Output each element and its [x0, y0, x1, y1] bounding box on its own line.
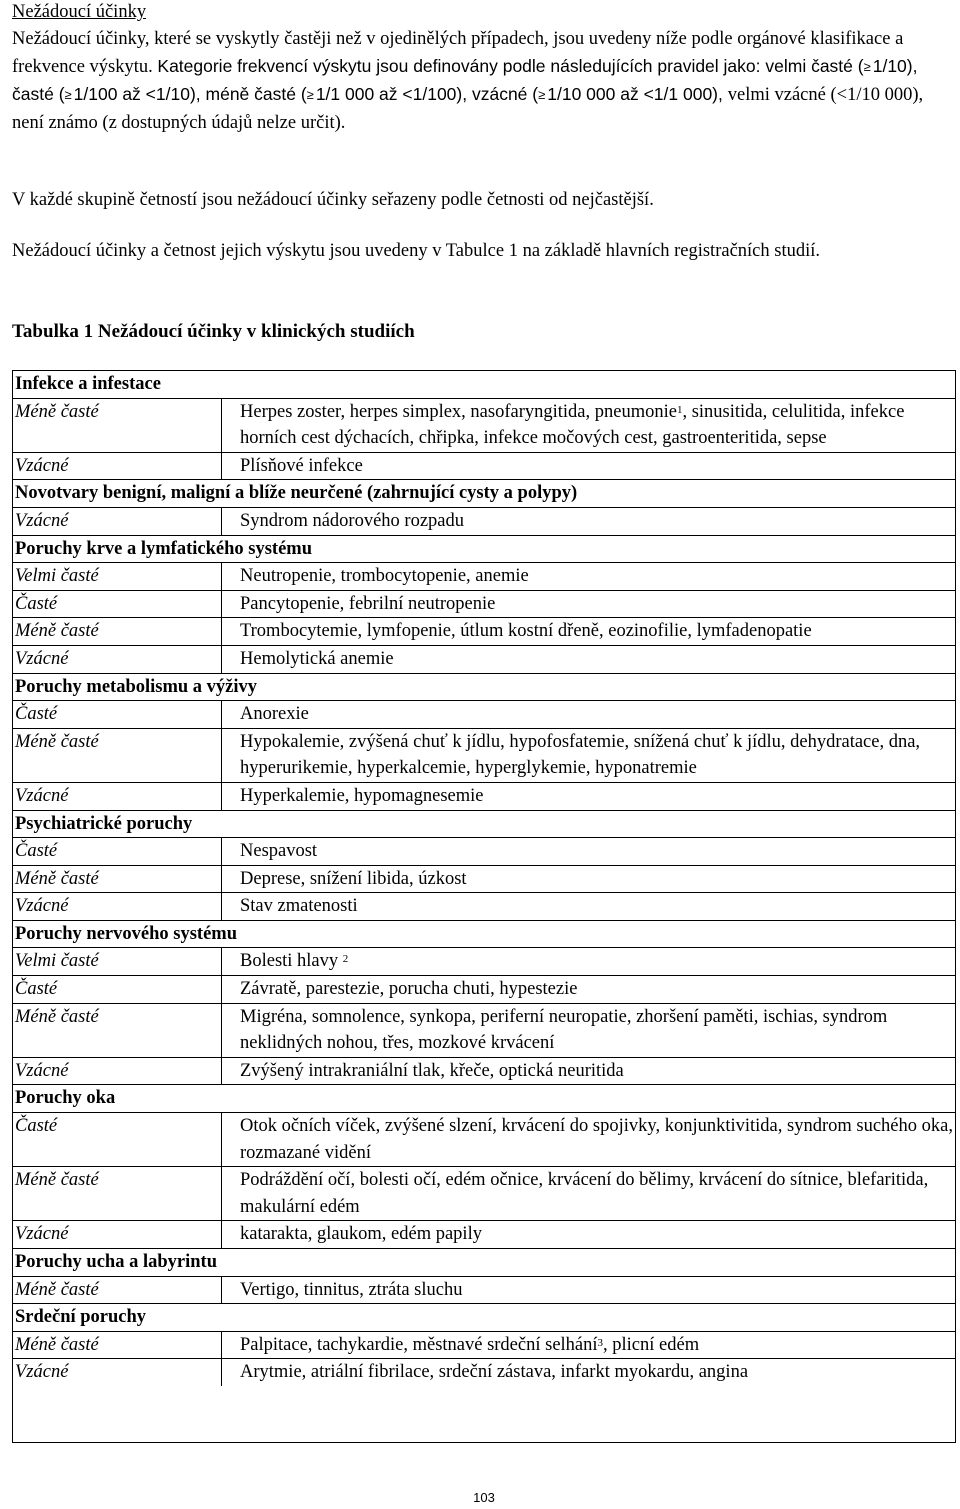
- frequency-cell: Vzácné: [13, 783, 222, 810]
- table-row: [13, 701, 955, 729]
- frequency-cell: Časté: [13, 976, 222, 1003]
- effects-cell: [222, 838, 955, 865]
- effects-text: Neutropenie, trombocytopenie, anemie: [240, 566, 529, 587]
- table-section: [13, 1085, 955, 1249]
- effects-text: katarakta, glaukom, edém papily: [240, 1224, 482, 1245]
- table-row: [13, 1004, 955, 1058]
- section-heading: Nežádoucí účinky: [12, 2, 147, 22]
- source-paragraph: Nežádoucí účinky a četnost jejich výskytu jsou uvedeny v Tabulce 1 na základě hlavních registračních studií.: [12, 241, 821, 261]
- effects-text: Palpitace, tachykardie, městnavé srdeční selhání: [240, 1334, 598, 1355]
- ge-symbol: ≥: [306, 87, 314, 103]
- effects-cell: [222, 976, 955, 1003]
- frequency-cell: Velmi časté: [13, 948, 222, 975]
- effects-cell: [222, 948, 955, 975]
- frequency-cell: Časté: [13, 591, 222, 618]
- frequency-cell: Vzácné: [13, 893, 222, 920]
- table-section: [13, 371, 955, 480]
- ordering-paragraph: V každé skupině četností jsou nežádoucí účinky seřazeny podle četnosti od nejčastější.: [12, 190, 654, 210]
- effects-cell: [222, 618, 955, 645]
- effects-cell: [222, 701, 955, 728]
- effects-text: Vertigo, tinnitus, ztráta sluchu: [240, 1279, 463, 1300]
- table-row: [13, 1359, 955, 1386]
- table-row: [13, 866, 955, 894]
- frequency-cell: Méně časté: [13, 618, 222, 645]
- effects-cell: [222, 866, 955, 893]
- section-title: Poruchy oka: [13, 1085, 955, 1113]
- effects-text: Anorexie: [240, 704, 309, 725]
- frequency-cell: Časté: [13, 838, 222, 865]
- effects-cell: [222, 1221, 955, 1248]
- table-row: [13, 976, 955, 1004]
- table-section: [13, 1304, 955, 1386]
- section-title: Srdeční poruchy: [13, 1304, 955, 1332]
- table-section: [13, 480, 955, 535]
- section-title: Poruchy ucha a labyrintu: [13, 1249, 955, 1277]
- effects-cell: [222, 1113, 955, 1166]
- effects-cell: [222, 783, 955, 810]
- table-row: [13, 618, 955, 646]
- effects-cell: [222, 1359, 955, 1386]
- frequency-cell: Vzácné: [13, 453, 222, 480]
- effects-text: Deprese, snížení libida, úzkost: [240, 868, 467, 889]
- frequency-cell: Méně časté: [13, 866, 222, 893]
- effects-text: Migréna, somnolence, synkopa, periferní neuropatie, zhoršení paměti, ischias, syndrom neklidných nohou, třes, mozkové krvácení: [240, 1006, 888, 1054]
- frequency-cell: Méně časté: [13, 399, 222, 452]
- table-row: [13, 1113, 955, 1167]
- effects-text: Syndrom nádorového rozpadu: [240, 510, 465, 531]
- effects-text: Hypokalemie, zvýšená chuť k jídlu, hypofosfatemie, snížená chuť k jídlu, dehydratace, dna, hyperurikemie, hyperkalcemie, hyperglykemie, hyponatremie: [240, 731, 921, 779]
- effects-text-continued: , sinusitida, celulitida, infekce horních cest dýchacích, chřipka, infekce močových cest, gastroenteritida, sepse: [240, 401, 905, 449]
- table-row: [13, 838, 955, 866]
- effects-cell: [222, 646, 955, 673]
- section-title: Poruchy metabolismu a výživy: [13, 674, 955, 702]
- effects-text: Nespavost: [240, 841, 318, 862]
- table-row: [13, 399, 955, 453]
- ge-symbol: ≥: [64, 87, 72, 103]
- effects-text: Plísňové infekce: [240, 455, 363, 476]
- adverse-effects-table: [12, 370, 956, 1443]
- effects-cell: [222, 1058, 955, 1085]
- effects-text: Arytmie, atriální fibrilace, srdeční zástava, infarkt myokardu, angina: [240, 1362, 749, 1383]
- table-row: [13, 1277, 955, 1304]
- section-title: Infekce a infestace: [13, 371, 955, 399]
- frequency-cell: Méně časté: [13, 1004, 222, 1057]
- effects-cell: [222, 1277, 955, 1304]
- intro-text-1: Nežádoucí účinky, které se vyskytly častěji než v ojedinělých případech, jsou uvedeny níže podle orgánové klasifikace a frekvence výskytu.: [12, 29, 904, 77]
- table-row: [13, 508, 955, 535]
- table-section: [13, 674, 955, 811]
- frequency-cell: Méně časté: [13, 1277, 222, 1304]
- table-row: [13, 729, 955, 783]
- section-title: Novotvary benigní, maligní a blíže neurčené (zahrnující cysty a polypy): [13, 480, 955, 508]
- frequency-cell: Vzácné: [13, 508, 222, 535]
- effects-cell: [222, 1004, 955, 1057]
- frequency-cell: Vzácné: [13, 1221, 222, 1248]
- section-title: Psychiatrické poruchy: [13, 811, 955, 839]
- table-row: [13, 1058, 955, 1085]
- effects-text: Pancytopenie, febrilní neutropenie: [240, 593, 496, 614]
- table-row: [13, 783, 955, 810]
- table-row: [13, 646, 955, 673]
- table-row: [13, 1167, 955, 1221]
- frequency-cell: Časté: [13, 1113, 222, 1166]
- effects-cell: [222, 1167, 955, 1220]
- ge-symbol: ≥: [863, 58, 871, 74]
- footnote-marker: 2: [342, 953, 349, 966]
- footnote-marker: 1: [676, 403, 683, 416]
- frequency-cell: Méně časté: [13, 1332, 222, 1359]
- effects-text: Trombocytemie, lymfopenie, útlum kostní dřeně, eozinofilie, lymfadenopatie: [240, 621, 812, 642]
- frequency-cell: Méně časté: [13, 729, 222, 782]
- effects-cell: [222, 729, 955, 782]
- ge-symbol: ≥: [538, 87, 546, 103]
- frequency-cell: Vzácné: [13, 1058, 222, 1085]
- effects-text: Otok očních víček, zvýšené slzení, krvácení do spojivky, konjunktivitida, syndrom suchého oka, rozmazané vidění: [240, 1116, 953, 1163]
- frequency-cell: Méně časté: [13, 1167, 222, 1220]
- effects-text: Zvýšený intrakraniální tlak, křeče, optická neuritida: [240, 1060, 624, 1081]
- frequency-cell: Velmi časté: [13, 563, 222, 590]
- footnote-marker: 3: [597, 1336, 604, 1349]
- effects-text: Hyperkalemie, hypomagnesemie: [240, 785, 484, 806]
- page-number: 103: [473, 1490, 495, 1505]
- effects-text: Bolesti hlavy: [240, 951, 343, 972]
- table-row: [13, 563, 955, 591]
- table-title: Tabulka 1 Nežádoucí účinky v klinických studiích: [12, 321, 415, 342]
- table-section: [13, 811, 955, 921]
- effects-cell: [222, 399, 955, 452]
- effects-cell: [222, 591, 955, 618]
- section-title: Poruchy krve a lymfatického systému: [13, 536, 955, 564]
- table-section: [13, 536, 955, 674]
- table-row: [13, 948, 955, 976]
- table-row: [13, 591, 955, 619]
- intro-paragraph: [12, 26, 952, 137]
- frequency-cell: Vzácné: [13, 646, 222, 673]
- effects-cell: [222, 563, 955, 590]
- table-row: [13, 893, 955, 920]
- table-row: [13, 1332, 955, 1360]
- effects-text: Hemolytická anemie: [240, 648, 394, 669]
- table-row: [13, 453, 955, 480]
- intro-text-3: velmi vzácné (<1/10 000), není známo (z dostupných údajů nelze určit).: [12, 85, 924, 134]
- frequency-cell: Vzácné: [13, 1359, 222, 1386]
- section-title: Poruchy nervového systému: [13, 921, 955, 949]
- effects-cell: [222, 508, 955, 535]
- intro-text-2: Kategorie frekvencí výskytu jsou definovány podle následujících pravidel jako: velmi časté (≥ 1/10), časté (≥ 1/100 až <1/10), méně časté (≥ 1/1 000 až <1/100), vzácné (≥ 1/10 000 až <1/1 000),: [12, 56, 917, 105]
- effects-text: Závratě, parestezie, porucha chuti, hypestezie: [240, 979, 578, 1000]
- frequency-cell: Časté: [13, 701, 222, 728]
- table-row: [13, 1221, 955, 1248]
- effects-cell: [222, 453, 955, 480]
- table-section: [13, 1249, 955, 1304]
- table-section: [13, 921, 955, 1086]
- effects-text: Herpes zoster, herpes simplex, nasofaryngitida, pneumonie: [240, 401, 677, 422]
- effects-cell: [222, 893, 955, 920]
- effects-text: Podráždění očí, bolesti očí, edém očnice, krvácení do bělimy, krvácení do sítnice, blefaritida, makulární edém: [240, 1170, 929, 1217]
- effects-text-continued: , plicní edém: [603, 1334, 700, 1355]
- effects-cell: [222, 1332, 955, 1359]
- effects-text: Stav zmatenosti: [240, 896, 358, 917]
